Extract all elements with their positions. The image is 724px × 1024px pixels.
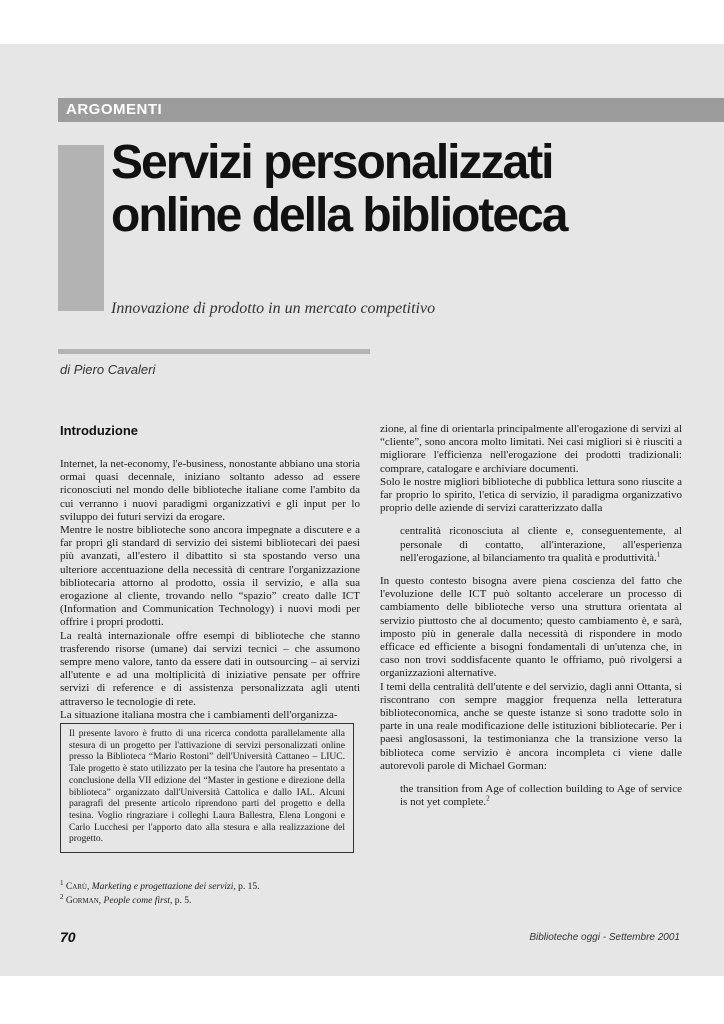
footnote-page: , p. 15. bbox=[233, 882, 260, 892]
block-quote bbox=[400, 783, 682, 809]
left-column bbox=[60, 423, 360, 722]
page-number: 70 bbox=[60, 929, 76, 945]
footnotes bbox=[60, 880, 420, 908]
article-title bbox=[111, 136, 711, 242]
acknowledgement-box: Il presente lavoro è frutto di una ricerca condotta parallelamente alla stesura di un progetto per l'attivazione di servizi personalizzati online presso la Biblioteca “Mario Rostoni” dell'Università Cattaneo – LIUC. Tale progetto è stato utilizzato per la tesina che l'autore ha presentato a conclusione della VII edizione del “Master in gestione e direzione della biblioteca” organizzato dall'Università Cattolica e dallo IAL. Alcuni paragrafi del presente articolo riprendono parti del progetto e della tesina. Voglio ringraziare i colleghi Laura Ballestra, Elena Longoni e Carlo Lucchesi per l'apporto dato alla stesura e alla realizzazione del progetto. bbox=[60, 723, 354, 853]
paragraph: In questo contesto bisogna avere piena coscienza del fatto che l'evoluzione delle ICT può soltanto accelerare un processo di cambiamento delle biblioteche verso una struttura orientata al servizio piuttosto che al documento; questo cambiamento è, e sarà, imposto più in generale dalla necessità di rispondere in modo efficace ed efficiente a bisogni fondamentali di un'utenza che, in caso non trovi soddisfacente quanto le offriamo, può rivolgersi a organizzazioni alternative. bbox=[380, 575, 682, 680]
right-column bbox=[380, 423, 682, 819]
section-label: ARGOMENTI bbox=[66, 101, 163, 118]
paragraph: Mentre le nostre biblioteche sono ancora impegnate a discutere e a far propri gli standard di servizio dei sistemi bibliotecari dei paesi più avanzati, all'estero il dibattito si sta spostando verso una ulteriore accentuazione della necessità di centrare l'organizzazione bibliotecaria attorno al prodotto, ossia il servizio, e alla sua erogazione al cliente, trovando nello “spazio” creato dalle ICT (Information and Communication Technology) i nuovi modi per offrire i propri prodotti. bbox=[60, 524, 360, 629]
quote-text: centralità riconosciuta al cliente e, conseguentemente, al personale di contatto, all'interazione, all'esperienza nell'erogazione, al bilanciamento tra qualità e produttività. bbox=[400, 525, 682, 564]
footnote-title: Marketing e progettazione dei servizi bbox=[91, 882, 234, 892]
footnote-author: Carù bbox=[65, 882, 87, 892]
author-rule bbox=[58, 349, 370, 354]
footnote-title: People come first bbox=[103, 896, 171, 906]
footnote: $^2$ Gorman, People come first, p. 5. bbox=[60, 892, 192, 906]
footnote-page: , p. 5. bbox=[170, 896, 192, 906]
footnote-number: 2 bbox=[60, 892, 64, 901]
paragraph: La realtà internazionale offre esempi di biblioteche che stanno trasferendo risorse (umane) dai servizi tecnici – che assumono sempre meno valore, tanto da essere dati in outsourcing – ai servizi all'utente e ad una moltiplicità di iniziative pensate per offrire servizi di reference e di assistenza personalizzata agli utenti attraverso le tecnologie di rete. bbox=[60, 629, 360, 708]
section-bar bbox=[58, 98, 724, 122]
footnote: $^1$ Carù, Marketing e progettazione dei servizi, p. 15. bbox=[60, 878, 260, 892]
quote-text: the transition from Age of collection building to Age of service is not yet complete. bbox=[400, 783, 682, 809]
footnote-author: Gorman bbox=[65, 896, 99, 906]
paragraph: I temi della centralità dell'utente e del servizio, dagli anni Ottanta, si riscontrano con sempre maggior frequenza nella letteratura biblioteconomica, anche se queste istanze si sono tradotte solo in parte in una reale modificazione delle istituzioni bibliotecarie. Per i paesi anglosassoni, la testimonianza che la transizione verso la biblioteca come servizio è ancora incompleta ci viene dalle autorevoli parole di Michael Gorman: bbox=[380, 680, 682, 772]
title-accent-block bbox=[58, 145, 104, 311]
title-line-2: online della biblioteca bbox=[111, 189, 567, 242]
paragraph: zione, al fine di orientarla principalmente all'erogazione di servizi al “cliente”, sono ancora molto limitati. Nei casi migliori si è riusciti a migliorare l'efficienza nell'erogazione dei prodotti tradizionali: comprare, catalogare e archiviare documenti. bbox=[380, 423, 682, 475]
footnote-ref[interactable]: 1 bbox=[656, 550, 661, 559]
title-line-1: Servizi personalizzati bbox=[111, 136, 553, 189]
article-subtitle: Innovazione di prodotto in un mercato competitivo bbox=[111, 300, 436, 317]
footnote-number: 1 bbox=[60, 878, 64, 887]
journal-footer: Biblioteche oggi - Settembre 2001 bbox=[529, 932, 680, 943]
footnote-ref[interactable]: 2 bbox=[486, 794, 490, 803]
article-author: di Piero Cavaleri bbox=[60, 362, 156, 377]
paragraph: La situazione italiana mostra che i cambiamenti dell'organizza- bbox=[60, 708, 338, 721]
block-quote bbox=[400, 525, 682, 565]
paragraph: Internet, la net-economy, l'e-business, nonostante abbiano una storia ormai quasi decennale, iniziano soltanto adesso ad essere riconosciuti nel mondo delle biblioteche italiane come l'ambito da cui verranno i nuovi paradigmi organizzativi e gli input per lo sviluppo dei futuri servizi da erogare. bbox=[60, 458, 361, 523]
paragraph: Solo le nostre migliori biblioteche di pubblica lettura sono riuscite a far proprio lo spirito, l'etica di servizio, il paradigma organizzativo proprio delle aziende di servizi caratterizzato dalla bbox=[380, 475, 682, 515]
section-heading: Introduzione bbox=[60, 423, 138, 438]
